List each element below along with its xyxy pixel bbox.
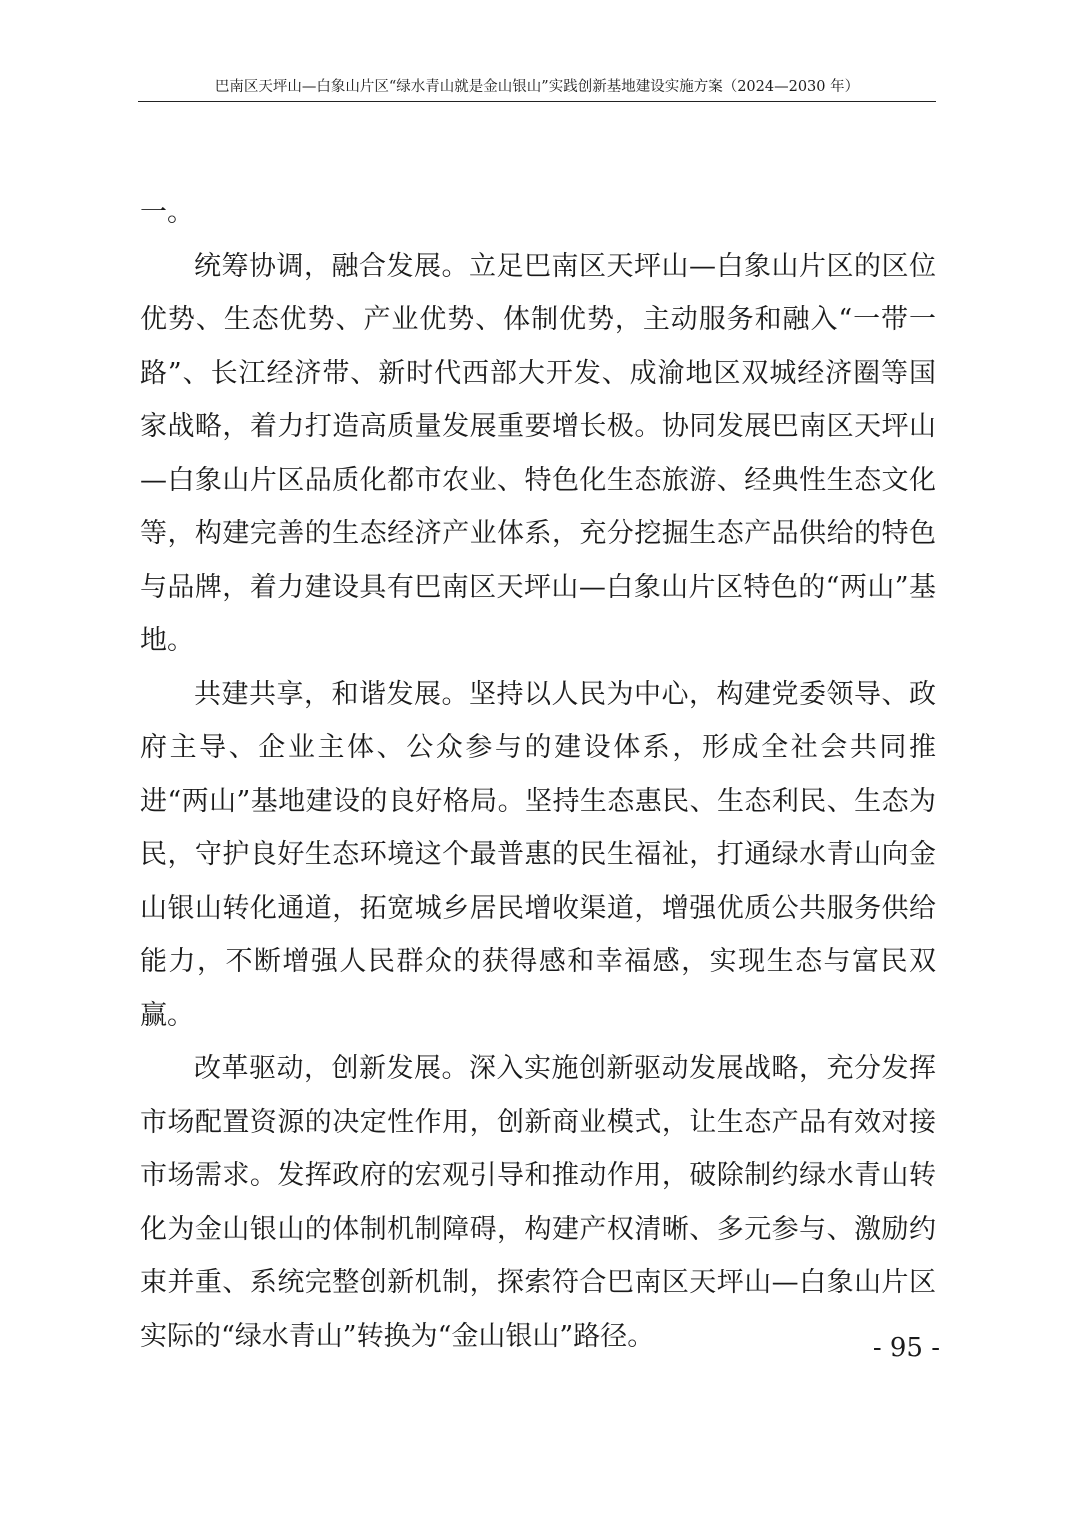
paragraph-shared-development: 共建共享，和谐发展。坚持以人民为中心，构建党委领导、政府主导、企业主体、公众参与的建设体系，形成全社会共同推进“两山”基地建设的良好格局。坚持生态惠民、生态利民、生态为民，守护良好生态环境这个最普惠的民生福祉，打通绿水青山向金山银山转化通道，拓宽城乡居民增收渠道，增强优质公共服务供给能力，不断增强人民群众的获得感和幸福感，实现生态与富民双赢。 <box>140 678 936 1031</box>
page-number: - 95 - <box>872 1333 940 1363</box>
continued-line: 一。 <box>140 197 194 228</box>
running-header <box>138 74 936 102</box>
paragraph-coordinated-development: 统筹协调，融合发展。立足巴南区天坪山—白象山片区的区位优势、生态优势、产业优势、体制优势，主动服务和融入“一带一路”、长江经济带、新时代西部大开发、成渝地区双城经济圈等国家战略，着力打造高质量发展重要增长极。协同发展巴南区天坪山—白象山片区品质化都市农业、特色化生态旅游、经典性生态文化等，构建完善的生态经济产业体系，充分挖掘生态产品供给的特色与品牌，着力建设具有巴南区天坪山—白象山片区特色的“两山”基地。 <box>140 250 936 656</box>
paragraph-innovative-development: 改革驱动，创新发展。深入实施创新驱动发展战略，充分发挥市场配置资源的决定性作用，创新商业模式，让生态产品有效对接市场需求。发挥政府的宏观引导和推动作用，破除制约绿水青山转化为金山银山的体制机制障碍，构建产权清晰、多元参与、激励约束并重、系统完整创新机制，探索符合巴南区天坪山—白象山片区实际的“绿水青山”转换为“金山银山”路径。 <box>140 1053 936 1352</box>
header-title: 巴南区天坪山—白象山片区“绿水青山就是金山银山”实践创新基地建设实施方案（2024—2030 年） <box>214 79 860 95</box>
document-body <box>140 186 936 1363</box>
